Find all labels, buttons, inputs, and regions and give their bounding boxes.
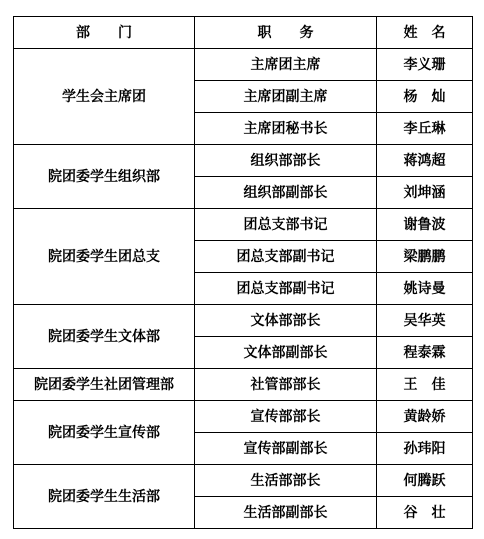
position-cell: 文体部副部长 (195, 337, 377, 369)
name-cell: 谷 壮 (377, 497, 473, 529)
name-cell: 李丘琳 (377, 113, 473, 145)
department-cell: 院团委学生文体部 (14, 305, 195, 369)
department-cell: 院团委学生社团管理部 (14, 369, 195, 401)
name-cell: 王 佳 (377, 369, 473, 401)
header-row (14, 17, 473, 49)
header-position: 职 务 (195, 17, 377, 49)
department-cell: 院团委学生生活部 (14, 465, 195, 529)
table-row (14, 465, 473, 497)
name-cell: 梁鹏鹏 (377, 241, 473, 273)
department-cell: 院团委学生组织部 (14, 145, 195, 209)
roster-table (13, 16, 473, 529)
table-row (14, 369, 473, 401)
position-cell: 团总支部副书记 (195, 241, 377, 273)
header-department: 部 门 (14, 17, 195, 49)
position-cell: 主席团副主席 (195, 81, 377, 113)
name-cell: 杨 灿 (377, 81, 473, 113)
position-cell: 主席团秘书长 (195, 113, 377, 145)
position-cell: 组织部副部长 (195, 177, 377, 209)
position-cell: 团总支部书记 (195, 209, 377, 241)
name-cell: 谢鲁波 (377, 209, 473, 241)
name-cell: 吴华英 (377, 305, 473, 337)
header-name: 姓 名 (377, 17, 473, 49)
name-cell: 刘坤涵 (377, 177, 473, 209)
name-cell: 何腾跃 (377, 465, 473, 497)
table-row (14, 401, 473, 433)
name-cell: 孙玮阳 (377, 433, 473, 465)
position-cell: 文体部部长 (195, 305, 377, 337)
department-cell: 院团委学生宣传部 (14, 401, 195, 465)
department-cell: 学生会主席团 (14, 49, 195, 145)
position-cell: 团总支部副书记 (195, 273, 377, 305)
table-row (14, 305, 473, 337)
name-cell: 李义珊 (377, 49, 473, 81)
name-cell: 黄龄娇 (377, 401, 473, 433)
position-cell: 社管部部长 (195, 369, 377, 401)
table-row (14, 145, 473, 177)
position-cell: 生活部副部长 (195, 497, 377, 529)
name-cell: 姚诗曼 (377, 273, 473, 305)
name-cell: 蒋鸿超 (377, 145, 473, 177)
position-cell: 宣传部副部长 (195, 433, 377, 465)
position-cell: 主席团主席 (195, 49, 377, 81)
position-cell: 宣传部部长 (195, 401, 377, 433)
position-cell: 生活部部长 (195, 465, 377, 497)
position-cell: 组织部部长 (195, 145, 377, 177)
department-cell: 院团委学生团总支 (14, 209, 195, 305)
table-row (14, 49, 473, 81)
name-cell: 程泰霖 (377, 337, 473, 369)
table-row (14, 209, 473, 241)
